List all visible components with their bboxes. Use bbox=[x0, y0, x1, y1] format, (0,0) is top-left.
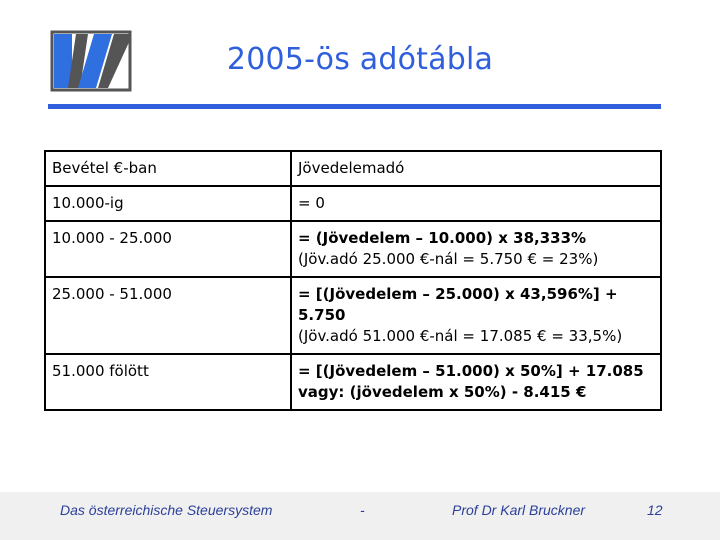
table-row bbox=[45, 221, 661, 277]
footer-bar bbox=[0, 492, 720, 540]
tax-note: (Jöv.adó 25.000 €-nál = 5.750 € = 23%) bbox=[298, 250, 599, 268]
tax-formula: = 0 bbox=[298, 194, 325, 212]
income-range-cell: 10.000-ig bbox=[45, 186, 291, 221]
tax-formula-cell bbox=[291, 277, 661, 354]
table-row bbox=[45, 186, 661, 221]
tax-table bbox=[44, 150, 662, 411]
table-row bbox=[45, 277, 661, 354]
tax-formula: = [(Jövedelem – 25.000) x 43,596%] + 5.750 bbox=[298, 285, 618, 324]
tax-formula-cell bbox=[291, 354, 661, 410]
table-header-row bbox=[45, 151, 661, 186]
income-range-cell: 25.000 - 51.000 bbox=[45, 277, 291, 354]
page-number: 12 bbox=[647, 502, 663, 518]
tax-formula: = [(Jövedelem – 51.000) x 50%] + 17.085 vagy: (jövedelem x 50%) - 8.415 € bbox=[298, 362, 644, 401]
header-cell-tax: Jövedelemadó bbox=[291, 151, 661, 186]
tax-formula-cell bbox=[291, 186, 661, 221]
tax-formula-cell bbox=[291, 221, 661, 277]
tax-formula: = (Jövedelem – 10.000) x 38,333% bbox=[298, 229, 587, 247]
footer-separator: - bbox=[360, 502, 365, 518]
table-row bbox=[45, 354, 661, 410]
income-range-cell: 10.000 - 25.000 bbox=[45, 221, 291, 277]
income-range-cell: 51.000 fölött bbox=[45, 354, 291, 410]
header-cell-income: Bevétel €-ban bbox=[45, 151, 291, 186]
tax-note: (Jöv.adó 51.000 €-nál = 17.085 € = 33,5%) bbox=[298, 327, 623, 345]
title-divider bbox=[48, 104, 661, 109]
page-title: 2005-ös adótábla bbox=[226, 42, 494, 77]
logo-icon bbox=[50, 30, 134, 94]
footer-author: Prof Dr Karl Bruckner bbox=[452, 502, 586, 518]
footer-subject: Das österreichische Steuersystem bbox=[60, 502, 273, 518]
